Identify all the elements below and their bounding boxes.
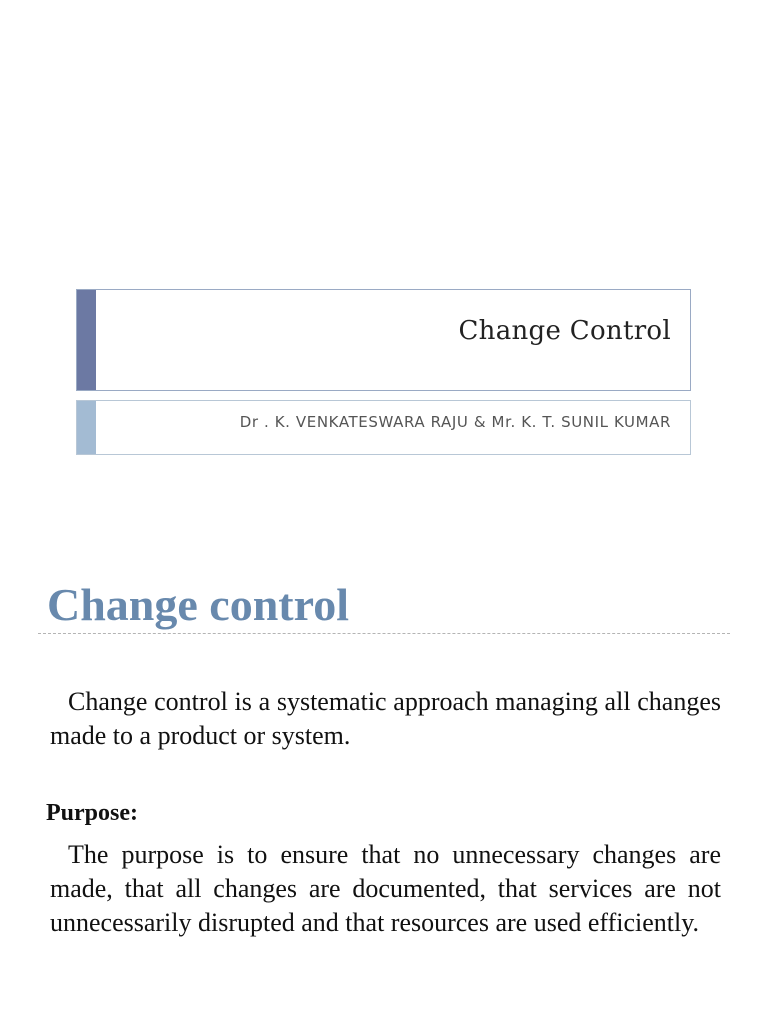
heading-divider xyxy=(38,633,730,634)
subtitle-accent-bar xyxy=(77,401,96,454)
intro-paragraph: Change control is a systematic approach managing all changes made to a product or system. xyxy=(50,687,721,750)
title-box xyxy=(76,289,691,391)
content-heading: Change control xyxy=(47,579,349,630)
slide-title: Change Control xyxy=(458,316,671,346)
content-slide xyxy=(0,560,768,1024)
subtitle-box xyxy=(76,400,691,455)
purpose-paragraph: The purpose is to ensure that no unnecessary changes are made, that all changes are documented, that services are not unnecessarily disrupted and that resources are used efficiently. xyxy=(50,840,721,937)
slide-subtitle-authors: Dr . K. VENKATESWARA RAJU & Mr. K. T. SUNIL KUMAR xyxy=(239,413,671,431)
purpose-label: Purpose: xyxy=(46,800,138,826)
title-accent-bar xyxy=(77,290,96,390)
